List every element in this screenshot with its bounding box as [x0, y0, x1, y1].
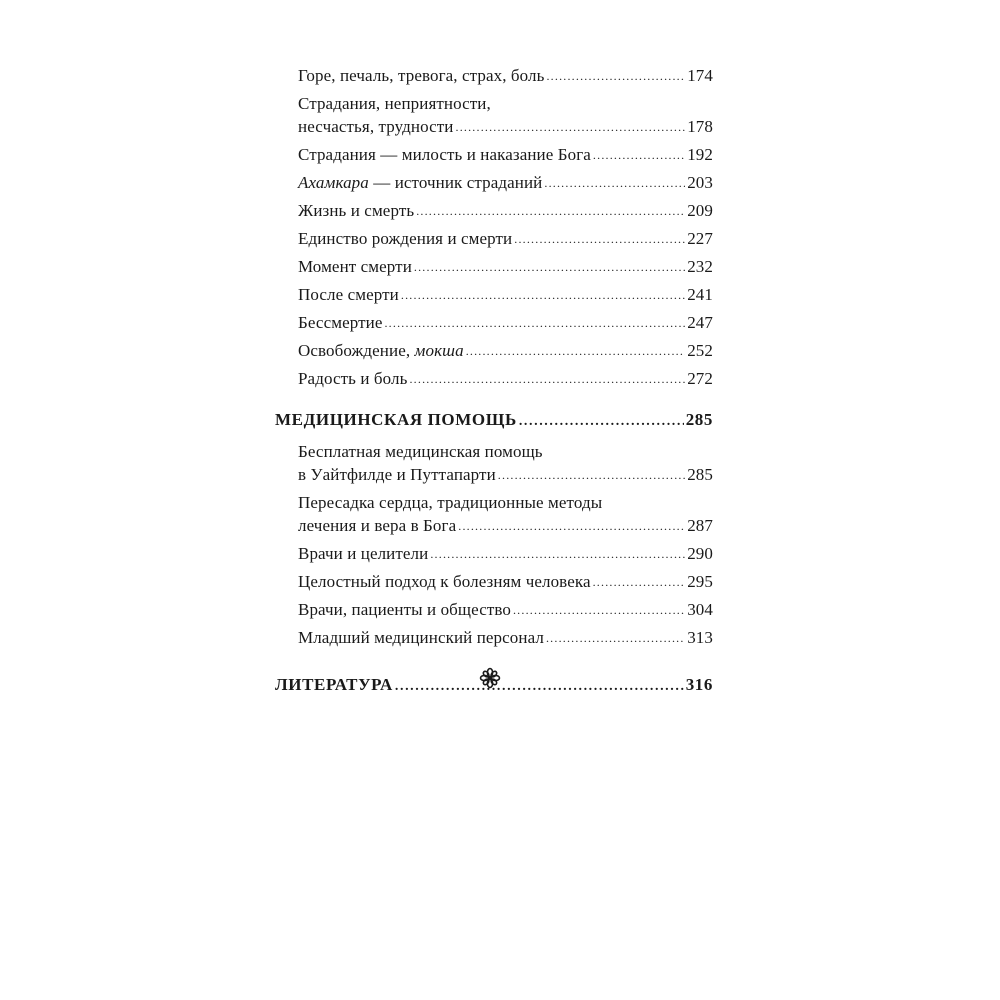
leader-dots: [513, 599, 685, 622]
toc-entry-page: 232: [687, 257, 713, 276]
leader-dots: [546, 627, 685, 650]
toc-entry-page: 192: [687, 145, 713, 164]
leader-dots: [546, 65, 685, 88]
toc-entry-page: 227: [687, 229, 713, 248]
toc-entry: [298, 626, 713, 651]
toc-entry-title: Жизнь и смерть: [298, 201, 415, 220]
toc-entry-title: Страдания — милость и наказание Бога: [298, 145, 591, 164]
table-of-contents: [275, 58, 713, 698]
toc-section-heading: [275, 408, 713, 433]
toc-entry-page: 285: [687, 465, 713, 484]
toc-entry-title: Бесплатная медицинская помощь: [298, 442, 543, 461]
toc-entry: [298, 598, 713, 623]
toc-entry-page: 241: [687, 285, 713, 304]
section-title: ЛИТЕРАТУРА: [275, 675, 393, 694]
leader-dots: [384, 312, 685, 335]
toc-entry-page: 272: [687, 369, 713, 388]
toc-entry-title: Целостный подход к болезням человека: [298, 572, 591, 591]
leader-dots: [395, 675, 684, 698]
toc-entry-title: Врачи, пациенты и общество: [298, 600, 511, 619]
leader-dots: [458, 515, 685, 538]
toc-entry: [298, 542, 713, 567]
toc-entry: [298, 227, 713, 252]
toc-entry-page: 313: [687, 628, 713, 647]
toc-entry: [298, 311, 713, 336]
toc-entry: [298, 64, 713, 89]
toc-entry-title: Младший медицинский персонал: [298, 628, 544, 647]
toc-entry-page: 178: [687, 117, 713, 136]
toc-entry-title: Горе, печаль, тревога, страх, боль: [298, 66, 545, 85]
toc-group-1: [275, 64, 713, 392]
leader-dots: [498, 464, 685, 487]
toc-entry-title-mixed: Освобождение, мокша: [298, 341, 464, 360]
toc-entry-title-mixed: Ахамкара — источник страданий: [298, 173, 543, 192]
toc-entry-page: 209: [687, 201, 713, 220]
leader-dots: [514, 228, 685, 251]
section-page: 316: [685, 675, 713, 694]
leader-dots: [544, 172, 685, 195]
toc-entry-title-cont: в Уайтфилде и Путтапарти: [298, 465, 496, 484]
leader-dots: [456, 116, 686, 139]
toc-entry-page: 247: [687, 313, 713, 332]
toc-entry: [298, 367, 713, 392]
toc-entry-title: Момент смерти: [298, 257, 412, 276]
toc-entry-page: 295: [687, 572, 713, 591]
toc-entry-page: 174: [687, 66, 713, 85]
toc-entry-page: 252: [687, 341, 713, 360]
leader-dots: [416, 200, 685, 223]
toc-entry: [298, 570, 713, 595]
toc-entry-title: После смерти: [298, 285, 399, 304]
toc-entry: [298, 440, 713, 488]
toc-entry-title: Пересадка сердца, традиционные методы: [298, 493, 603, 512]
section-title: МЕДИЦИНСКАЯ ПОМОЩЬ: [275, 410, 517, 429]
toc-entry: [298, 171, 713, 196]
toc-entry: [298, 339, 713, 364]
leader-dots: [430, 543, 685, 566]
toc-entry: [298, 199, 713, 224]
toc-entry: [298, 143, 713, 168]
toc-entry-title: Радость и боль: [298, 369, 408, 388]
leader-dots: [519, 410, 684, 433]
toc-entry-title: Страдания, неприятности,: [298, 94, 491, 113]
toc-entry-title-cont: лечения и вера в Бога: [298, 516, 457, 535]
toc-entry-page: 290: [687, 544, 713, 563]
toc-group-2: [275, 408, 713, 651]
toc-entry-title: Единство рождения и смерти: [298, 229, 513, 248]
toc-entry-title-cont: несчастья, трудности: [298, 117, 454, 136]
toc-entry: [298, 491, 713, 539]
toc-entry-title: Врачи и целители: [298, 544, 429, 563]
toc-entry-page: 304: [687, 600, 713, 619]
leader-dots: [414, 256, 685, 279]
toc-entry: [298, 92, 713, 140]
leader-dots: [401, 284, 685, 307]
toc-entry-title: Бессмертие: [298, 313, 383, 332]
toc-entry-page: 203: [687, 173, 713, 192]
leader-dots: [466, 340, 686, 363]
leader-dots: [409, 368, 685, 391]
leader-dots: [593, 144, 685, 167]
toc-entry: [298, 255, 713, 280]
toc-entry: [298, 283, 713, 308]
section-page: 285: [685, 410, 713, 429]
toc-entry-page: 287: [687, 516, 713, 535]
leader-dots: [593, 571, 686, 594]
flower-ornament-icon: [478, 666, 502, 690]
